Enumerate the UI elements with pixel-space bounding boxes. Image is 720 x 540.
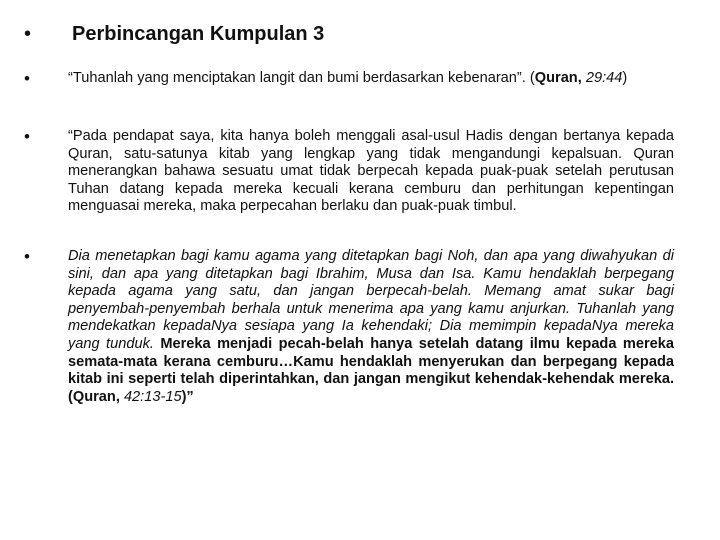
quote-2-text: “Pada pendapat saya, kita hanya boleh menggali asal-usul Hadis dengan bertanya kepada Quran, satu-satunya kitab yang lengkap yang tidak mengandungi kepalsuan. Quran menerangkan bahawa sesuatu umat tidak berpecah kepada puak-puak setelah perutusan Tuhan datang kepada mereka kecuali kerana cemburu dan perhitungan kepentingan menguasai mereka, maka perpecahan berlaku dan puak-puak timbul.	[68, 128, 674, 215]
quote-1-reference: 29:44	[581, 70, 623, 86]
title-text: Perbincangan Kumpulan 3	[72, 23, 325, 45]
bullet-icon: •	[24, 23, 32, 45]
bullet-item-quote-2	[0, 128, 674, 216]
quote-3-reference: 42:13-15	[119, 388, 182, 405]
quote-1-source: Quran,	[534, 70, 582, 86]
slide-title	[24, 22, 324, 46]
quote-1-close: )	[622, 70, 628, 86]
bullet-item-quote-1	[0, 70, 674, 88]
bullet-icon: •	[24, 69, 30, 88]
quote-1-body: “Tuhanlah yang menciptakan langit dan bumi berdasarkan kebenaran”. (	[68, 70, 535, 86]
bullet-icon: •	[24, 127, 30, 146]
bullet-item-quote-3	[0, 248, 674, 406]
quote-3-italic: Dia menetapkan bagi kamu agama yang ditetapkan bagi Noh, dan apa yang diwahyukan di sini, dan apa yang ditetapkan bagi Ibrahim, Musa dan Isa. Kamu hendaklah berpegang kepada agama yang satu, dan jangan berpecah-belah. Memang amat sukar bagi penyembah-penyembah berhala untuk menerima apa yang kamu anjurkan. Tuhanlah yang mendekatkan kepadaNya sesiapa yang Ia kehendaki; Dia memimpin kepadaNya mereka yang tunduk.	[68, 248, 674, 352]
bullet-icon: •	[24, 247, 30, 266]
quote-1-text	[40, 70, 674, 88]
quote-3-bold: Mereka menjadi pecah-belah hanya setelah datang ilmu kepada mereka semata-mata kerana cemburu…Kamu hendaklah menyerukan dan berpegang kepada kitab ini seperti telah diperintahkan, dan jangan mengikut kehendak-kehendak mereka. (Quran,	[68, 335, 674, 405]
quote-3-close: )”	[181, 388, 194, 405]
quote-3-text	[40, 248, 674, 406]
